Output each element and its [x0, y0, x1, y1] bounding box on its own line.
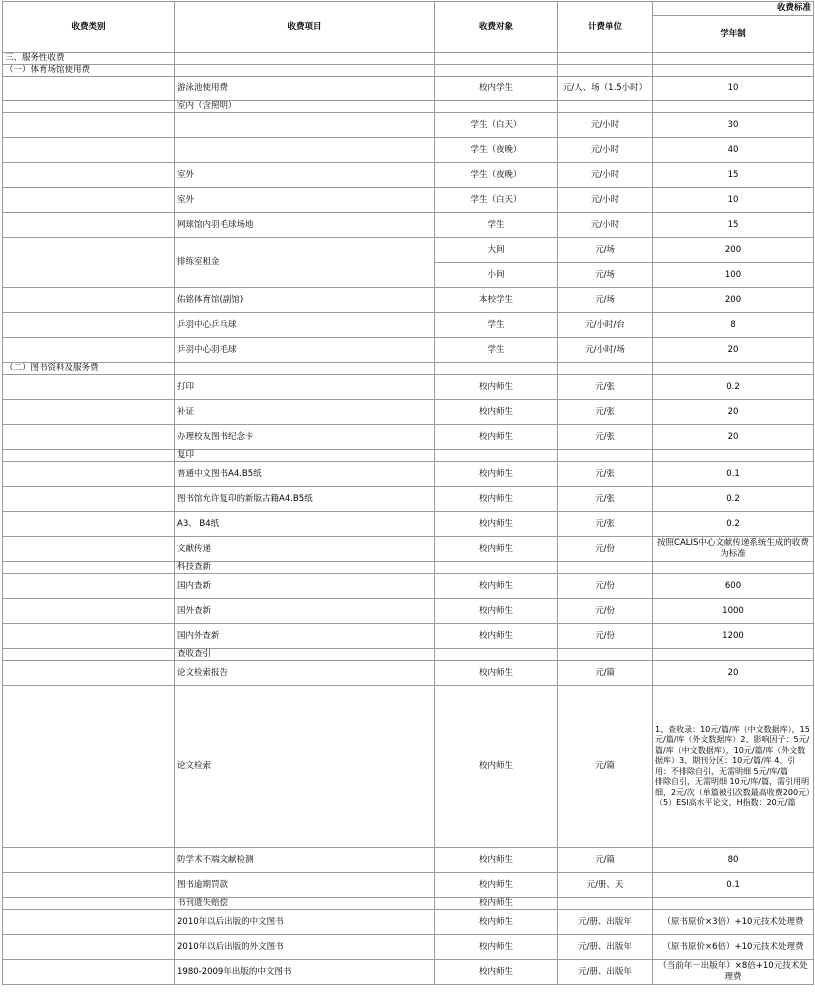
fee-unit: 元/张 — [558, 512, 653, 537]
fee-unit: 元/小时 — [558, 138, 653, 163]
subsection-title: （二）图书资料及服务费 — [3, 363, 175, 375]
fee-unit: 元/册、出版年 — [558, 935, 653, 960]
fee-item: 排练室租金 — [175, 238, 435, 288]
fee-unit: 元/小时/台 — [558, 313, 653, 338]
fee-standard: 10 — [653, 77, 814, 101]
fee-item: 国外查新 — [175, 599, 435, 624]
fee-target: 学生（夜晚） — [435, 138, 558, 163]
fee-target: 校内师生 — [435, 462, 558, 487]
header-item: 收费项目 — [175, 2, 435, 53]
fee-standard: 200 — [653, 288, 814, 313]
fee-item: 国内外查新 — [175, 624, 435, 649]
fee-standard: 15 — [653, 163, 814, 188]
header-category: 收费类别 — [3, 2, 175, 53]
subsection-title: （一）体育场馆使用费 — [3, 65, 175, 77]
fee-unit: 元/场 — [558, 288, 653, 313]
fee-item: 查收查引 — [175, 649, 435, 661]
fee-standard: 1000 — [653, 599, 814, 624]
fee-target: 校内师生 — [435, 910, 558, 935]
fee-standard: 20 — [653, 338, 814, 363]
fee-standard: 10 — [653, 188, 814, 213]
fee-unit: 元/篇 — [558, 661, 653, 686]
fee-unit: 元/册、出版年 — [558, 960, 653, 985]
fee-unit: 元/小时 — [558, 213, 653, 238]
fee-item: 室内（含照明） — [175, 101, 435, 113]
header-academic: 学年制 — [653, 16, 814, 53]
fee-target: 校内师生 — [435, 599, 558, 624]
fee-item: 普通中文图书A4.B5纸 — [175, 462, 435, 487]
fee-unit: 元/小时/场 — [558, 338, 653, 363]
fee-standard: 20 — [653, 400, 814, 425]
fee-item: 打印 — [175, 375, 435, 400]
fee-target: 本校学生 — [435, 288, 558, 313]
fee-standard: 0.1 — [653, 462, 814, 487]
header-target: 收费对象 — [435, 2, 558, 53]
fee-unit: 元/张 — [558, 425, 653, 450]
section-title: 三、服务性收费 — [3, 53, 175, 65]
fee-item: 1980-2009年出版的中文图书 — [175, 960, 435, 985]
fee-table — [2, 1, 814, 985]
fee-unit: 元/份 — [558, 537, 653, 562]
fee-item: 复印 — [175, 450, 435, 462]
fee-unit: 元/小时 — [558, 188, 653, 213]
fee-standard: （原书原价×6倍）+10元技术处理费 — [653, 935, 814, 960]
fee-target: 学生 — [435, 313, 558, 338]
fee-unit: 元/篇 — [558, 686, 653, 848]
fee-standard: 200 — [653, 238, 814, 263]
fee-unit: 元/张 — [558, 487, 653, 512]
fee-standard: 80 — [653, 848, 814, 873]
fee-target: 学生（白天） — [435, 113, 558, 138]
fee-standard: 0.1 — [653, 873, 814, 898]
fee-item: 论文检索 — [175, 686, 435, 848]
fee-standard: 按照CALIS中心文献传递系统生成的收费为标准 — [653, 537, 814, 562]
fee-target: 学生 — [435, 338, 558, 363]
fee-standard: 1200 — [653, 624, 814, 649]
fee-item: 佑铭体育馆(副馆) — [175, 288, 435, 313]
fee-item: 2010年以后出版的中文图书 — [175, 910, 435, 935]
fee-unit: 元/人、场（1.5小时） — [558, 77, 653, 101]
fee-item: 文献传递 — [175, 537, 435, 562]
fee-unit: 元/份 — [558, 599, 653, 624]
fee-unit: 元/场 — [558, 238, 653, 263]
fee-unit: 元/册、出版年 — [558, 910, 653, 935]
fee-item: 论文检索报告 — [175, 661, 435, 686]
fee-target: 校内师生 — [435, 537, 558, 562]
fee-target: 校内师生 — [435, 935, 558, 960]
fee-unit: 元/张 — [558, 375, 653, 400]
fee-item: 图书馆允许复印的新版古籍A4.B5纸 — [175, 487, 435, 512]
fee-standard-note: 1、查收录：10元/篇/库（中文数据库），15元/篇/库（外文数据库）2、影响因子：5元/篇/库（中文数据库），10元/篇/库（外文数据库）3、期刊分区：10元/篇/库 4、引用：不排除自引，无需明细 5元/库/篇 排除自引，无需明细 10元/库/篇，需引用明细，2元/次（单篇被引次数最高收费200元）（5）ESI高水平论文，H指数：20元/篇 — [653, 686, 814, 848]
fee-target: 学生（白天） — [435, 188, 558, 213]
fee-target: 校内师生 — [435, 848, 558, 873]
fee-item: 书刊遗失赔偿 — [175, 898, 435, 910]
fee-standard: 100 — [653, 263, 814, 288]
fee-unit: 元/张 — [558, 400, 653, 425]
fee-target: 校内师生 — [435, 512, 558, 537]
fee-item: A3、 B4纸 — [175, 512, 435, 537]
fee-target: 校内师生 — [435, 487, 558, 512]
fee-target: 校内师生 — [435, 960, 558, 985]
fee-item: 2010年以后出版的外文图书 — [175, 935, 435, 960]
fee-unit: 元/场 — [558, 263, 653, 288]
fee-item: 补证 — [175, 400, 435, 425]
fee-standard: 0.2 — [653, 375, 814, 400]
fee-standard: 8 — [653, 313, 814, 338]
fee-target: 校内师生 — [435, 375, 558, 400]
fee-standard: 30 — [653, 113, 814, 138]
fee-item: 游泳池使用费 — [175, 77, 435, 101]
fee-target: 大间 — [435, 238, 558, 263]
fee-standard: 20 — [653, 661, 814, 686]
fee-target: 校内师生 — [435, 425, 558, 450]
fee-target: 校内师生 — [435, 898, 558, 910]
fee-target: 学生 — [435, 213, 558, 238]
fee-item: 国内查新 — [175, 574, 435, 599]
fee-target: 校内师生 — [435, 624, 558, 649]
fee-target: 小间 — [435, 263, 558, 288]
fee-target: 校内师生 — [435, 661, 558, 686]
fee-standard: 20 — [653, 425, 814, 450]
fee-standard: 600 — [653, 574, 814, 599]
fee-item: 室外 — [175, 188, 435, 213]
fee-target: 校内师生 — [435, 400, 558, 425]
fee-item: 科技查新 — [175, 562, 435, 574]
fee-item: 乒羽中心羽毛球 — [175, 338, 435, 363]
fee-target: 校内师生 — [435, 873, 558, 898]
fee-target: 校内师生 — [435, 574, 558, 599]
fee-target: 学生（夜晚） — [435, 163, 558, 188]
fee-unit: 元/份 — [558, 624, 653, 649]
fee-unit: 元/篇 — [558, 848, 653, 873]
fee-standard: 0.2 — [653, 487, 814, 512]
fee-unit: 元/份 — [558, 574, 653, 599]
fee-unit: 元/小时 — [558, 113, 653, 138]
fee-item: 乒羽中心乒乓球 — [175, 313, 435, 338]
fee-target: 校内师生 — [435, 686, 558, 848]
fee-item: 室外 — [175, 163, 435, 188]
fee-standard: （当前年－出版年）×8倍+10元技术处理费 — [653, 960, 814, 985]
header-unit: 计费单位 — [558, 2, 653, 53]
fee-target: 校内学生 — [435, 77, 558, 101]
header-standard: 收费标准 — [653, 2, 814, 16]
fee-item: 图书逾期罚款 — [175, 873, 435, 898]
fee-unit: 元/张 — [558, 462, 653, 487]
fee-item: 防学术不端文献检测 — [175, 848, 435, 873]
fee-standard: 15 — [653, 213, 814, 238]
fee-unit: 元/小时 — [558, 163, 653, 188]
fee-unit: 元/册、天 — [558, 873, 653, 898]
fee-standard: （原书原价×3倍）+10元技术处理费 — [653, 910, 814, 935]
fee-standard: 0.2 — [653, 512, 814, 537]
fee-item: 办理校友图书纪念卡 — [175, 425, 435, 450]
fee-standard: 40 — [653, 138, 814, 163]
fee-item: 网球馆内羽毛球场地 — [175, 213, 435, 238]
